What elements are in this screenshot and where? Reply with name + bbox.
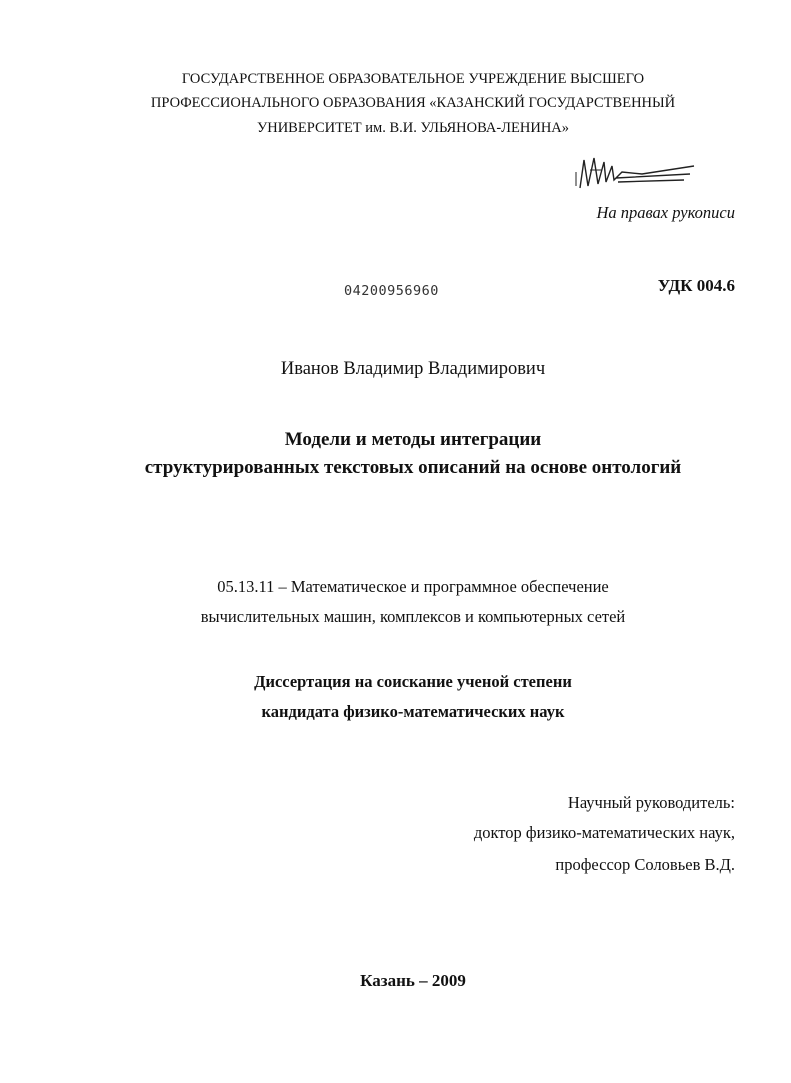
- catalog-code: 04200956960: [344, 283, 439, 299]
- title-line-2: структурированных текстовых описаний на основе онтологий: [144, 457, 682, 478]
- specialty-line-2: вычислительных машин, комплексов и компьютерных сетей: [200, 607, 626, 626]
- institution-line-2: ПРОФЕССИОНАЛЬНОГО ОБРАЗОВАНИЯ «КАЗАНСКИЙ ГОСУДАРСТВЕННЫЙ: [150, 95, 676, 111]
- advisor-name: профессор Соловьев В.Д.: [555, 855, 735, 874]
- udk-code: УДК 004.6: [657, 276, 735, 295]
- degree-line-1: Диссертация на соискание ученой степени: [254, 672, 572, 691]
- degree-line-2: кандидата физико-математических наук: [261, 702, 565, 721]
- advisor-degree: доктор физико-математических наук,: [473, 823, 735, 842]
- signature: [572, 152, 702, 194]
- institution-line-3: УНИВЕРСИТЕТ им. В.И. УЛЬЯНОВА-ЛЕНИНА»: [256, 120, 570, 136]
- specialty-line-1: 05.13.11 – Математическое и программное обеспечение: [217, 577, 609, 596]
- place-year: Казань – 2009: [360, 971, 466, 990]
- title-line-1: Модели и методы интеграции: [284, 429, 542, 450]
- manuscript-note: На правах рукописи: [596, 203, 735, 222]
- advisor-label: Научный руководитель:: [567, 793, 735, 812]
- author-name: Иванов Владимир Владимирович: [280, 359, 546, 379]
- institution-line-1: ГОСУДАРСТВЕННОЕ ОБРАЗОВАТЕЛЬНОЕ УЧРЕЖДЕНИЕ ВЫСШЕГО: [181, 71, 645, 87]
